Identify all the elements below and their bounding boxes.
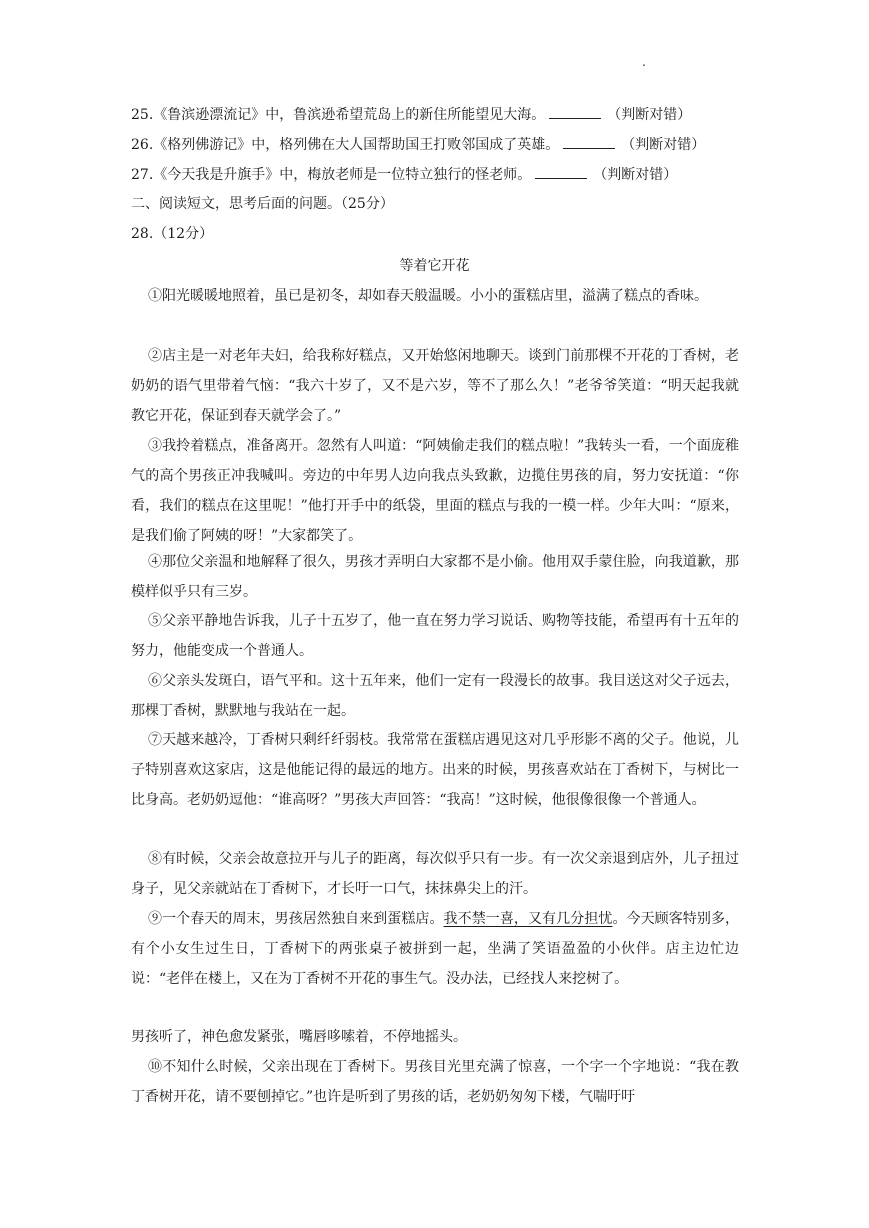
question-27 bbox=[131, 164, 677, 185]
paragraph-4: ④那位父亲温和地解释了很久，男孩才弄明白大家都不是小偷。他用双手蒙住脸，向我道歉，那模样似乎只有三岁。 bbox=[131, 554, 739, 600]
page-mark: . bbox=[642, 55, 646, 69]
paragraph-10: 男孩听了，神色愈发紧张，嘴唇哆嗦着，不停地摇头。 bbox=[131, 1029, 467, 1045]
paragraph-9 bbox=[131, 904, 739, 994]
paragraph-9-rest: 。今天顾客特别多，有个小女生过生日，丁香树下的两张桌子被拼到一起，坐满了笑语盈盈的小伙伴。店主边忙边说：“老伴在楼上，又在为丁香树不开花的事生气。没办法，已经找人来挖树了。 bbox=[131, 911, 740, 987]
answer-blank[interactable] bbox=[535, 164, 587, 179]
question-suffix: （判断对错） bbox=[593, 167, 678, 183]
paragraph-1: ①阳光暖暖地照着，虽已是初冬，却如春天般温暖。小小的蛋糕店里，溢满了糕点的香味。 bbox=[148, 288, 708, 304]
question-suffix: （判断对错） bbox=[621, 137, 706, 153]
article-title: 等着它开花 bbox=[399, 258, 470, 274]
answer-blank[interactable] bbox=[549, 104, 601, 119]
paragraph-11: ⑩不知什么时候，父亲出现在丁香树下。男孩目光里充满了惊喜，一个字一个字地说：“我在教丁香树开花，请不要刨掉它。”也许是听到了男孩的话，老奶奶匆匆下楼，气喘吁吁 bbox=[131, 1059, 739, 1105]
question-26 bbox=[131, 134, 705, 155]
paragraph-3: ③我拎着糕点，准备离开。忽然有人叫道：“阿姨偷走我们的糕点啦！”我转头一看，一个面庞稚气的高个男孩正冲我喊叫。旁边的中年男人边向我点头致歉，边揽住男孩的肩，努力安抚道：“你看，我们的糕点在这里呢！”他打开手中的纸袋，里面的糕点与我的一模一样。少年大叫：“原来，是我们偷了阿姨的呀！”大家都笑了。 bbox=[131, 438, 739, 544]
underlined-sentence: 我不禁一喜，又有几分担忧 bbox=[443, 911, 613, 927]
question-suffix: （判断对错） bbox=[607, 107, 692, 123]
question-25 bbox=[131, 104, 691, 125]
paragraph-9-start: ⑨一个春天的周末，男孩居然独自来到蛋糕店。 bbox=[148, 911, 444, 927]
paragraph-6: ⑥父亲头发斑白，语气平和。这十五年来，他们一定有一段漫长的故事。我目送这对父子远去，那棵丁香树，默默地与我站在一起。 bbox=[131, 673, 739, 719]
section-heading: 二、阅读短文，思考后面的问题。（25分） bbox=[131, 196, 394, 212]
answer-blank[interactable] bbox=[563, 134, 615, 149]
paragraph-2: ②店主是一对老年夫妇，给我称好糕点，又开始悠闲地聊天。谈到门前那棵不开花的丁香树，老奶奶的语气里带着气恼：“我六十岁了，又不是六岁，等不了那么久！”老爷爷笑道：“明天起我就教它开花，保证到春天就学会了。” bbox=[131, 348, 739, 424]
question-28-label: 28.（12分） bbox=[131, 226, 214, 242]
paragraph-8: ⑧有时候，父亲会故意拉开与儿子的距离，每次似乎只有一步。有一次父亲退到店外，儿子扭过身子，见父亲就站在丁香树下，才长吁一口气，抹抹鼻尖上的汗。 bbox=[131, 851, 739, 897]
question-text: 27.《今天我是升旗手》中，梅放老师是一位特立独行的怪老师。 bbox=[131, 167, 532, 183]
question-text: 25.《鲁滨逊漂流记》中，鲁滨逊希望荒岛上的新住所能望见大海。 bbox=[131, 107, 546, 123]
question-text: 26.《格列佛游记》中，格列佛在大人国帮助国王打败邻国成了英雄。 bbox=[131, 137, 560, 153]
paragraph-5: ⑤父亲平静地告诉我，儿子十五岁了，他一直在努力学习说话、购物等技能，希望再有十五年的努力，他能变成一个普通人。 bbox=[131, 613, 739, 659]
paragraph-7: ⑦天越来越冷，丁香树只剩纤纤弱枝。我常常在蛋糕店遇见这对几乎形影不离的父子。他说，儿子特别喜欢这家店，这是他能记得的最远的地方。出来的时候，男孩喜欢站在丁香树下，与树比一比身高。老奶奶逗他：“谁高呀？”男孩大声回答：“我高！”这时候，他很像很像一个普通人。 bbox=[131, 732, 739, 808]
